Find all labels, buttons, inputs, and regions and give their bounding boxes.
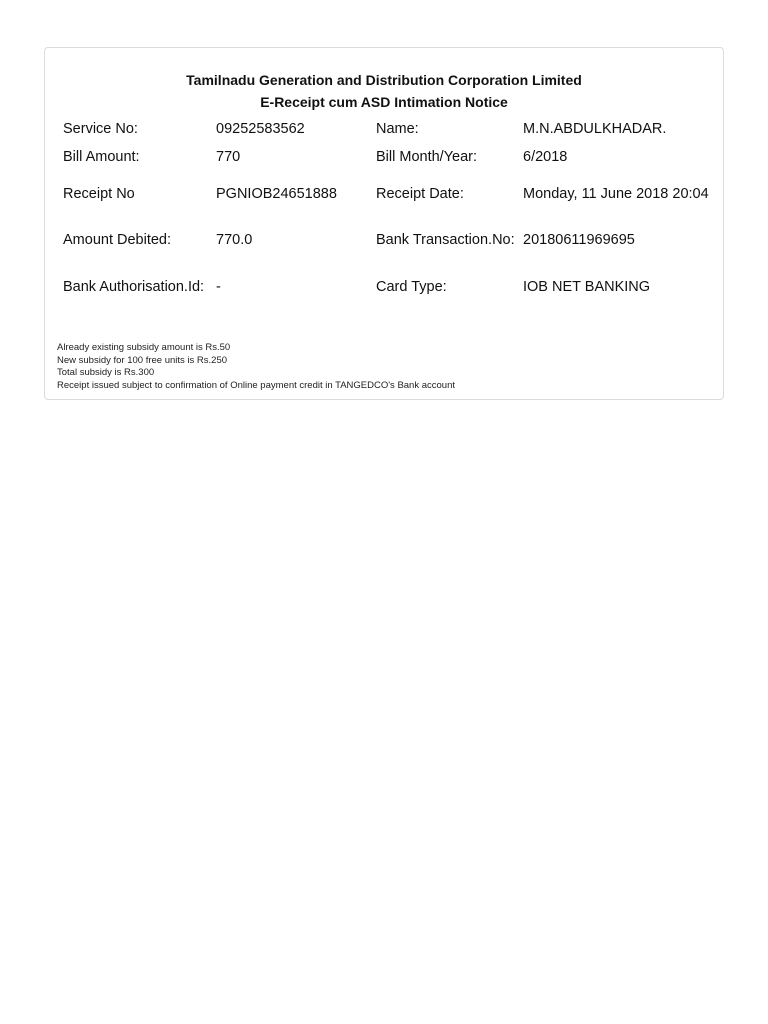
bill-month-label: Bill Month/Year: xyxy=(376,148,478,165)
receipt-date-value: Monday, 11 June 2018 20:04 xyxy=(523,185,709,202)
note-confirmation: Receipt issued subject to confirmation of Online payment credit in TANGEDCO's Bank account xyxy=(57,380,456,392)
bank-authorisation-value: - xyxy=(216,278,221,295)
name-label: Name: xyxy=(376,121,419,137)
note-total-subsidy: Total subsidy is Rs.300 xyxy=(57,367,155,379)
card-type-label: Card Type: xyxy=(376,278,447,295)
receipt-date-label: Receipt Date: xyxy=(376,185,464,202)
bill-month-value: 6/2018 xyxy=(523,148,568,165)
receipt-card xyxy=(44,47,724,400)
service-no-value: 09252583562 xyxy=(216,121,305,137)
receipt-details-table xyxy=(63,116,713,310)
receipt-no-label: Receipt No xyxy=(63,185,135,202)
bank-transaction-label: Bank Transaction.No: xyxy=(376,232,515,248)
notice-title: E-Receipt cum ASD Intimation Notice xyxy=(260,94,508,110)
amount-debited-value: 770.0 xyxy=(216,232,253,248)
bill-amount-value: 770 xyxy=(216,148,241,165)
table-row xyxy=(63,116,713,143)
amount-debited-label: Amount Debited: xyxy=(63,232,172,248)
receipt-title xyxy=(45,69,723,113)
name-value: M.N.ABDULKHADAR. xyxy=(523,121,667,137)
receipt-no-value: PGNIOB24651888 xyxy=(216,185,337,202)
service-no-label: Service No: xyxy=(63,121,138,137)
note-existing-subsidy: Already existing subsidy amount is Rs.50 xyxy=(57,342,231,353)
table-row xyxy=(63,264,713,310)
corporation-name: Tamilnadu Generation and Distribution Corporation Limited xyxy=(186,72,582,88)
table-row xyxy=(63,217,713,264)
note-new-subsidy: New subsidy for 100 free units is Rs.250 xyxy=(57,354,228,366)
subsidy-notes xyxy=(57,342,455,393)
bank-authorisation-label: Bank Authorisation.Id: xyxy=(63,278,205,295)
card-type-value: IOB NET BANKING xyxy=(523,278,651,295)
table-row xyxy=(63,171,713,217)
table-row xyxy=(63,143,713,171)
bill-amount-label: Bill Amount: xyxy=(63,148,140,165)
bank-transaction-value: 20180611969695 xyxy=(523,232,635,248)
